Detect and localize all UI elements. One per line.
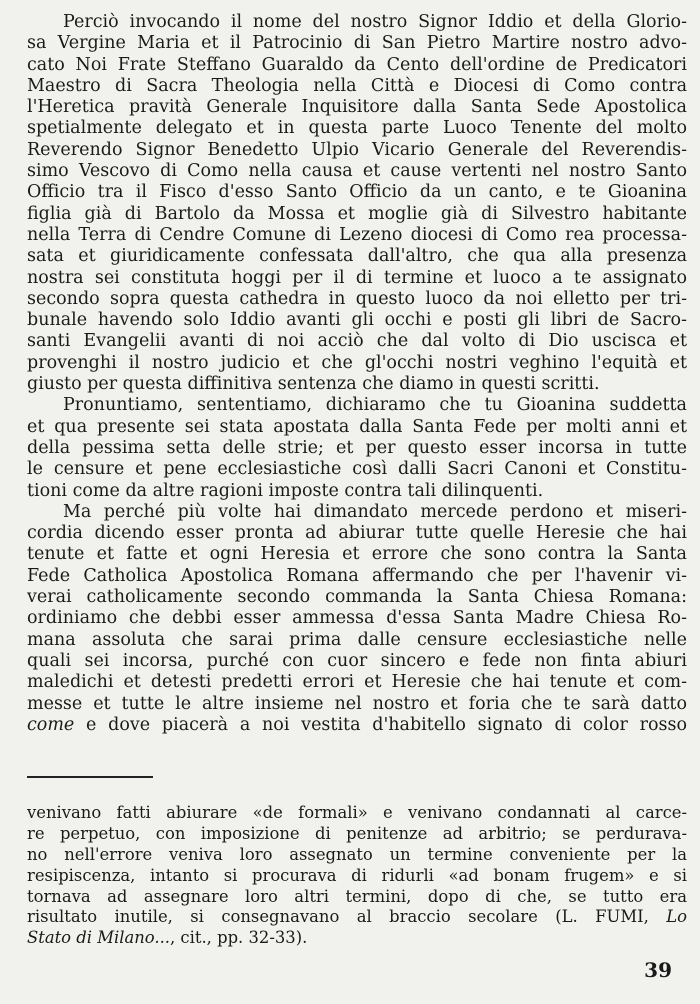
text-line: Fede Catholica Apostolica Romana affermando che per l'havenir vi-	[27, 565, 687, 586]
text-line: ordiniamo che debbi esser ammessa d'essa Santa Madre Chiesa Ro-	[27, 608, 687, 629]
text-line: Officio tra il Fisco d'esso Santo Officio da un canto, e te Gioanina	[27, 182, 687, 203]
italic-title: Stato di Milano...	[27, 928, 171, 948]
text-line: cordia dicendo esser pronta ad abiurar tutte quelle Heresie che hai	[27, 523, 687, 544]
footnote-line: venivano fatti abiurare «de formali» e venivano condannati al carce-	[27, 803, 687, 822]
text-line: tioni come da altre ragioni imposte contra tali dilinquenti.	[27, 480, 544, 501]
text-line: provenghi il nostro judicio et che gl'occhi nostri veghino l'equità et	[27, 352, 687, 373]
text-line: nostra sei constituta hoggi per il di termine et luoco a te assignato	[27, 267, 687, 288]
text-line: santi Evangelii avanti di noi acciò che dal volto di Dio uscisca et	[27, 331, 687, 352]
footnote-line: no nell'errore veniva loro assegnato un termine conveniente per la	[27, 844, 687, 864]
text-line: mana assoluta che sarai prima dalle censure ecclesiastiche nelle	[27, 629, 687, 650]
text-line: Pronuntiamo, sententiamo, dichiaramo che tu Gioanina suddetta	[63, 395, 687, 416]
text-line: le censure et pene ecclesiastiche così dalli Sacri Canoni et Constitu-	[27, 459, 687, 480]
footnote-divider	[27, 776, 153, 778]
text-line: figlia già di Bartolo da Mossa et moglie già di Silvestro habitante	[27, 203, 687, 224]
footnote-line: tornava ad assegnare loro altri termini, dopo di che, se tutto era	[27, 886, 687, 906]
footnote-line	[27, 928, 687, 949]
text-line: simo Vescovo di Como nella causa et cause vertenti nel nostro Santo	[27, 161, 687, 182]
text-line	[27, 715, 687, 736]
page-number: 39	[644, 958, 672, 982]
text-line: Ma perché più volte hai dimandato mercede perdono et miseri-	[63, 501, 687, 522]
text-line: verai catholicamente secondo commanda la Santa Chiesa Romana:	[27, 587, 687, 608]
text-line: Perciò invocando il nome del nostro Signor Iddio et della Glorio-	[63, 12, 687, 32]
text-line: maledichi et detesti predetti errori et Heresie che hai tenute et com-	[27, 672, 687, 693]
footnote-line: resipiscenza, intanto si procurava di ridurli «ad bonam frugem» e si	[27, 865, 687, 885]
text-line: sata et giuridicamente confessata dall'altro, che qua alla presenza	[27, 246, 687, 267]
footnote-line: re perpetuo, con imposizione di penitenze ad arbitrio; se perdurava-	[27, 823, 687, 843]
text-line: giusto per questa diffinitiva sentenza che diamo in questi scritti.	[27, 374, 600, 395]
italic-word: come	[27, 714, 75, 735]
text-line: et qua presente sei stata apostata dalla Santa Fede per molti anni et	[27, 416, 687, 437]
text-fragment: , cit., pp. 32-33).	[170, 928, 308, 948]
text-line: della pessima setta delle strie; et per questo esser incorsa in tutte	[27, 437, 687, 458]
text-line: sa Vergine Maria et il Patrocinio di San Pietro Martire nostro advo-	[27, 33, 687, 54]
footnote	[27, 803, 687, 949]
text-line: cato Noi Frate Steffano Guaraldo da Cento dell'ordine de Predicatori	[27, 54, 687, 75]
main-text	[27, 12, 687, 736]
text-fragment: e dove piacerà a noi vestita d'habitello signato di color rosso	[74, 714, 687, 735]
text-line: secondo sopra questa cathedra in questo luoco da noi elletto per tri-	[27, 288, 687, 309]
text-line: nella Terra di Cendre Comune di Lezeno diocesi di Como rea processa-	[27, 224, 687, 245]
text-line: messe et tutte le altre insieme nel nostro et foria che te sarà datto	[27, 693, 687, 714]
text-line: l'Heretica pravità Generale Inquisitore dalla Santa Sede Apostolica	[27, 97, 687, 118]
text-fragment: risultato inutile, si consegnavano al braccio secolare (L. FUMI,	[27, 907, 667, 927]
text-line: Reverendo Signor Benedetto Ulpio Vicario Generale del Reverendis-	[27, 139, 687, 160]
text-line: tenute et fatte et ogni Heresia et errore che sono contra la Santa	[27, 544, 687, 565]
text-line: Maestro di Sacra Theologia nella Città e Diocesi di Como contra	[27, 75, 687, 96]
text-line: quali sei incorsa, purché con cuor sincero e fede non finta abiuri	[27, 650, 687, 671]
text-line: spetialmente delegato et in questa parte Luoco Tenente del molto	[27, 118, 687, 139]
italic-title: Lo	[666, 907, 687, 927]
text-line: bunale havendo solo Iddio avanti gli occhi e posti gli libri de Sacro-	[27, 310, 687, 331]
footnote-line	[27, 907, 687, 928]
